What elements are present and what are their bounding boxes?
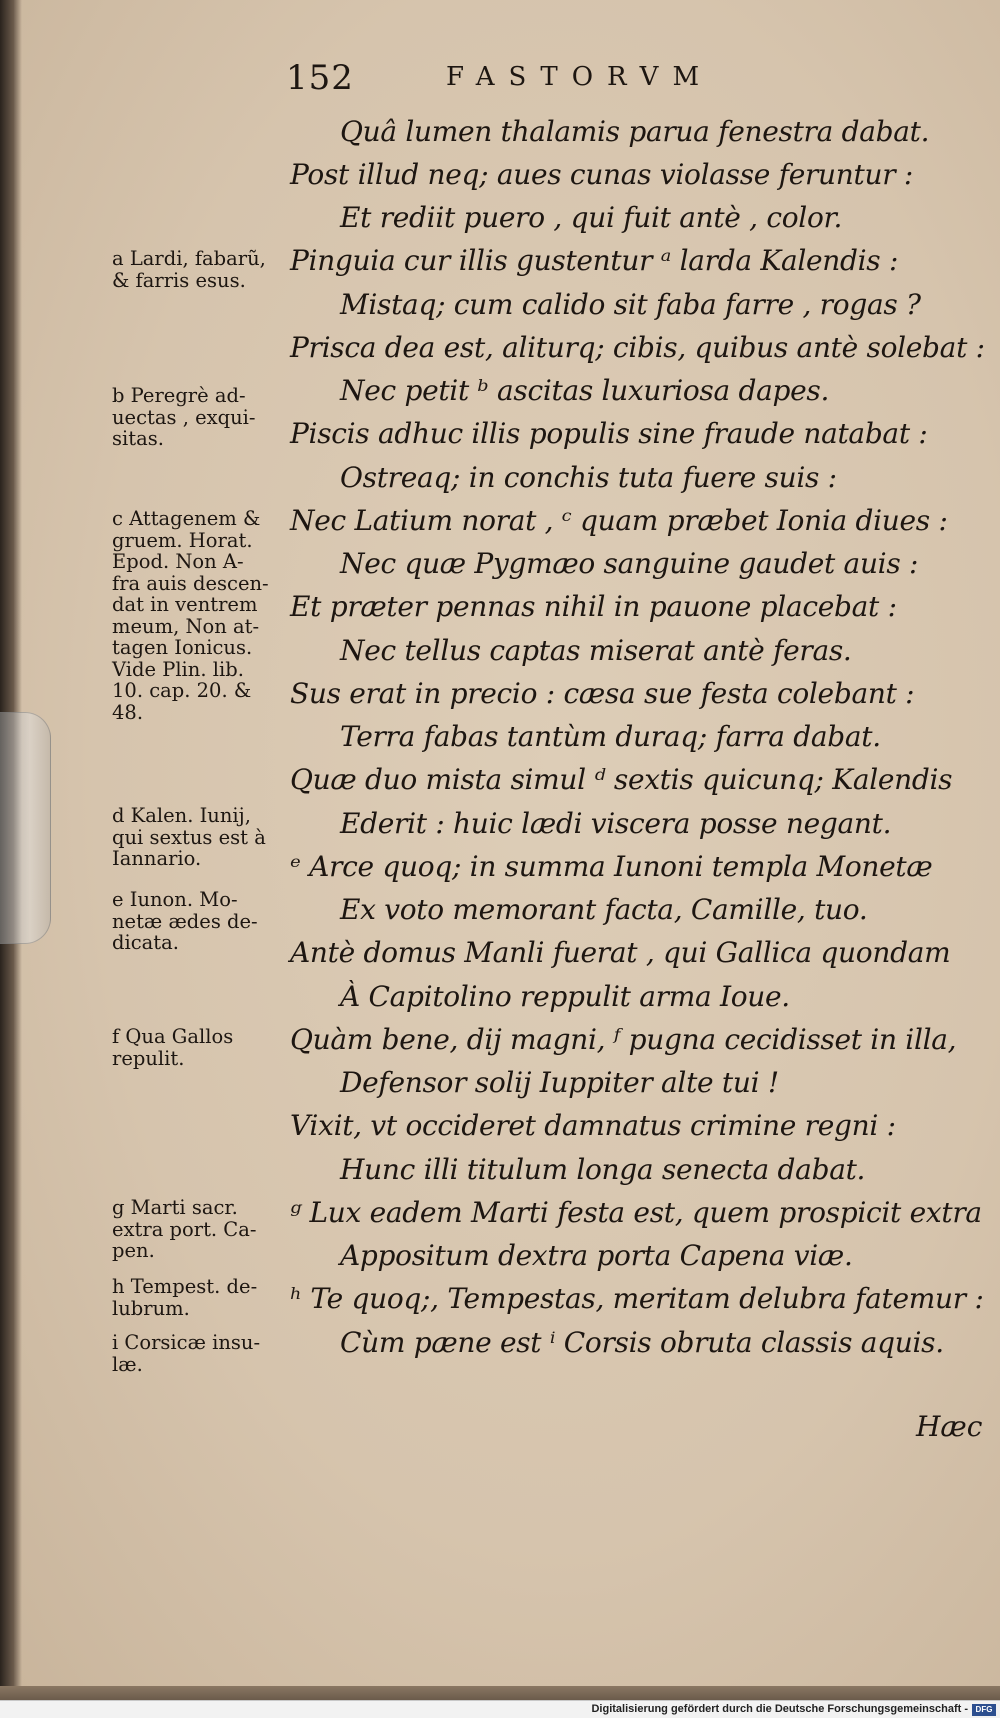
verse-line: Sus erat in precio : cæsa sue festa colebant : [290, 677, 915, 710]
verse-line: Prisca dea est, aliturq; cibis, quibus antè solebat : [290, 331, 985, 364]
verse-line: ᵉ Arce quoq; in summa Iunoni templa Monetæ [290, 850, 933, 883]
verse-line: Et præter pennas nihil in pauone placebat : [290, 590, 897, 623]
margin-note: d Kalen. Iunij, qui sextus est à Iannario. [112, 804, 266, 870]
verse-line: Nec Latium norat , ᶜ quam præbet Ionia diues : [290, 504, 948, 537]
verse-line: Et rediit puero , qui fuit antè , color. [340, 201, 843, 234]
margin-note: g Marti sacr. extra port. Ca- pen. [112, 1196, 257, 1262]
footer-credit: Digitalisierung gefördert durch die Deutsche Forschungsgemeinschaft - [591, 1703, 968, 1715]
verse-line: Hunc illi titulum longa senecta dabat. [340, 1153, 866, 1186]
verse-line: Antè domus Manli fuerat , qui Gallica quondam [290, 936, 951, 969]
margin-note: e Iunon. Mo- netæ ædes de- dicata. [112, 888, 258, 954]
catchword: Hæc [916, 1410, 983, 1443]
verse-line: Appositum dextra porta Capena viæ. [340, 1239, 853, 1272]
margin-note: f Qua Gallos repulit. [112, 1025, 234, 1070]
verse-line: Nec tellus captas miserat antè feras. [340, 634, 852, 667]
margin-note: a Lardi, fabarũ, & farris esus. [112, 247, 266, 292]
page-bottom-edge [0, 1686, 1000, 1700]
digitization-footer [0, 1700, 1000, 1718]
verse-line: Post illud neq; aues cunas violasse feruntur : [290, 158, 914, 191]
dfg-logo-icon: DFG [972, 1704, 996, 1716]
verse-line: Terra fabas tantùm duraq; farra dabat. [340, 720, 881, 753]
margin-note: i Corsicæ insu- læ. [112, 1331, 261, 1376]
verse-line: Cùm pæne est ⁱ Corsis obruta classis aquis. [340, 1326, 944, 1359]
verse-line: Pinguia cur illis gustentur ᵃ larda Kalendis : [290, 244, 899, 277]
verse-line: Quàm bene, dij magni, ᶠ pugna cecidisset in illa, [290, 1023, 957, 1056]
verse-line: Ostreaq; in conchis tuta fuere suis : [340, 461, 837, 494]
verse-line: ᵍ Lux eadem Marti festa est, quem prospicit extra [290, 1196, 982, 1229]
verse-line: Mistaq; cum calido sit faba farre , rogas ? [340, 288, 921, 321]
page-clip [0, 712, 51, 944]
verse-line: Quæ duo mista simul ᵈ sextis quicunq; Kalendis [290, 763, 953, 796]
page-number: 152 [286, 58, 354, 98]
verse-line: À Capitolino reppulit arma Ioue. [340, 980, 790, 1013]
verse-line: ʰ Te quoq;, Tempestas, meritam delubra fatemur : [290, 1282, 984, 1315]
running-head: FASTORVM [446, 62, 714, 92]
margin-note: h Tempest. de- lubrum. [112, 1275, 258, 1320]
margin-note: b Peregrè ad- uectas , exqui- sitas. [112, 384, 256, 450]
verse-line: Piscis adhuc illis populis sine fraude natabat : [290, 417, 928, 450]
margin-note: c Attagenem & gruem. Horat. Epod. Non A- fra auis descen- dat in ventrem meum, Non at- tagen Ionicus. Vide Plin. lib. 10. cap. 20. & 48. [112, 507, 269, 724]
verse-line: Nec petit ᵇ ascitas luxuriosa dapes. [340, 374, 830, 407]
verse-line: Ex voto memorant facta, Camille, tuo. [340, 893, 868, 926]
verse-line: Defensor solij Iuppiter alte tui ! [340, 1066, 779, 1099]
verse-line: Nec quæ Pygmæo sanguine gaudet auis : [340, 547, 919, 580]
verse-line: Quâ lumen thalamis parua fenestra dabat. [340, 115, 930, 148]
verse-line: Ederit : huic lædi viscera posse negant. [340, 807, 892, 840]
verse-line: Vixit, vt occideret damnatus crimine regni : [290, 1109, 896, 1142]
